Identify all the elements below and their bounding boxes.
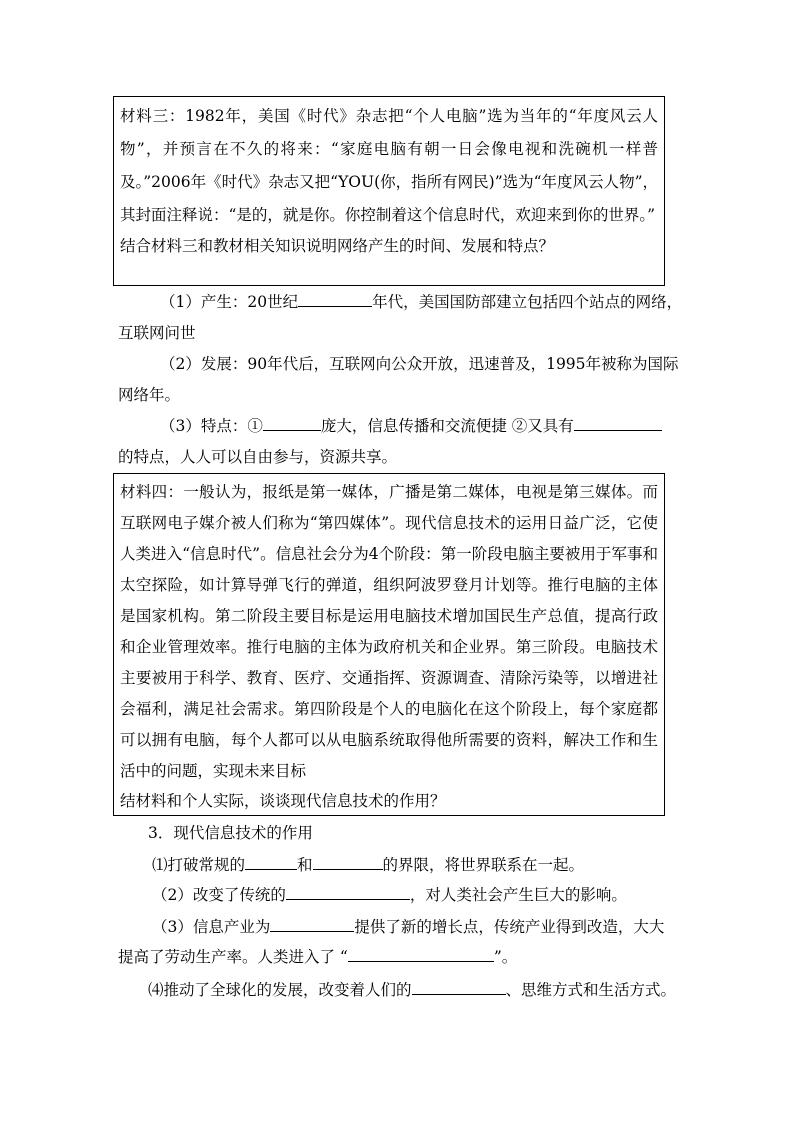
- boundary-blank-2[interactable]: [313, 853, 383, 870]
- network-item-2-line1: （2）发展：90年代后，互联网向公众开放，迅速普及，1995年被称为国际: [160, 355, 679, 373]
- section-3-item-1-mid: 和: [297, 856, 313, 874]
- section-3-item-4-suffix: 、思维方式和生活方式。: [505, 981, 677, 999]
- network-item-1: [118, 287, 683, 317]
- section-3-item-2: [118, 880, 674, 910]
- network-scale-blank[interactable]: [263, 414, 321, 431]
- network-item-2-line2: 网络年。: [118, 386, 181, 404]
- section-3-item-4-prefix: ⑷推动了全球化的发展，改变着人们的: [148, 981, 412, 999]
- network-item-1-suffix: 年代，美国国防部建立包括四个站点的网络，: [372, 293, 683, 311]
- section-3-item-1: [118, 850, 674, 880]
- lifestyle-blank[interactable]: [412, 978, 506, 995]
- network-item-3-prefix: （3）特点：①: [160, 417, 263, 435]
- material-4-box: [113, 473, 665, 816]
- era-blank[interactable]: [348, 945, 494, 962]
- section-3-item-1-prefix: ⑴打破常规的: [152, 856, 246, 874]
- network-item-3-cont: 的特点，人人可以自由参与，资源共享。: [118, 448, 398, 466]
- material-4-question: 结材料和个人实际，谈谈现代信息技术的作用？: [120, 792, 446, 810]
- network-feature-blank[interactable]: [574, 414, 662, 431]
- section-3-item-3-prefix: （3）信息产业为: [152, 918, 271, 936]
- section-3-item-3-suffix: 提供了新的增长点，传统产业得到改造，大大: [354, 918, 665, 936]
- section-3-item-1-suffix: 的界限，将世界联系在一起。: [382, 856, 585, 874]
- section-3-item-3-cont: [118, 942, 674, 972]
- section-3-item-3: [118, 912, 674, 942]
- material-3-text: 材料三：1982年，美国《时代》杂志把“个人电脑”选为当年的“年度风云人物”，并预言在不久的将来：“家庭电脑有朝一日会像电视和洗碗机一样普及。”2006年《时代》杂志又把“YOU(你，指所有网民)”选为“年度风云人物”，其封面注释说：“是的，就是你。你控制着这个信息时代，欢迎来到你的世界。”: [120, 107, 658, 224]
- boundary-blank-1[interactable]: [245, 853, 297, 870]
- material-3-question: 结合材料三和教材相关知识说明网络产生的时间、发展和特点？: [120, 237, 555, 255]
- network-decade-blank[interactable]: [298, 290, 372, 307]
- section-3-item-3-cont-prefix: 提高了劳动生产率。人类进入了 “: [118, 948, 348, 966]
- material-3-box: [113, 96, 665, 286]
- network-item-3: [118, 411, 674, 441]
- section-3-item-4: [118, 975, 677, 1005]
- section-3-heading: 3．现代信息技术的作用: [148, 824, 313, 842]
- section-3-item-2-prefix: （2）改变了传统的: [152, 886, 286, 904]
- network-item-1-cont: 互联网问世: [118, 324, 196, 342]
- growth-blank[interactable]: [270, 915, 354, 932]
- network-item-1-prefix: （1）产生：20世纪: [160, 293, 299, 311]
- section-3-item-3-cont-suffix: ”。: [493, 948, 518, 966]
- material-4-text: 材料四：一般认为，报纸是第一媒体，广播是第二媒体，电视是第三媒体。而互联网电子媒介被人们称为“第四媒体”。现代信息技术的运用日益广泛，它使人类进入“信息时代”。信息社会分为4个阶段：第一阶段电脑主要被用于军事和太空探险，如计算导弹飞行的弹道，组织阿波罗登月计划等。推行电脑的主体是国家机构。第二阶段主要目标是运用电脑技术增加国民生产总值，提高行政和企业管理效率。推行电脑的主体为政府机关和企业界。第三阶段。电脑技术主要被用于科学、教育、医疗、交通指挥、资源调查、清除污染等，以增进社会福利，满足社会需求。第四阶段是个人的电脑化在这个阶段上，每个家庭都可以拥有电脑，每个人都可以从电脑系统取得他所需要的资料，解决工作和生活中的问题，实现未来目标: [120, 483, 658, 780]
- section-3-item-2-suffix: ，对人类社会产生巨大的影响。: [409, 886, 627, 904]
- network-item-3-mid: 庞大，信息传播和交流便捷 ②又具有: [320, 417, 574, 435]
- traditional-blank[interactable]: [286, 883, 410, 900]
